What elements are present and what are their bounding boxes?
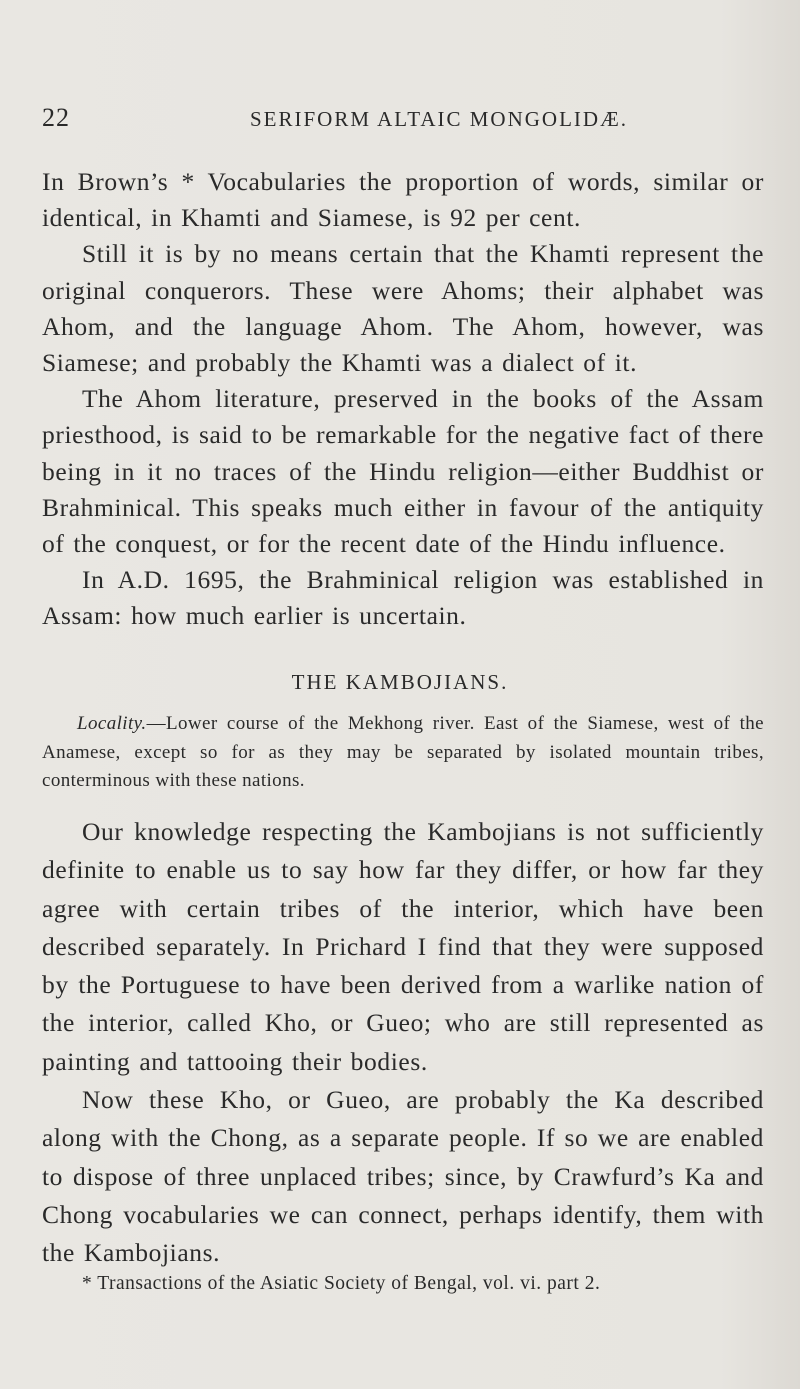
footnote-text: * Transactions of the Asiatic Society of Bengal, vol. vi. part 2. <box>82 1273 601 1294</box>
paragraph: Now these Kho, or Gueo, are probably the Ka described along with the Chong, as a separate people. If so we are enabled to dispose of three unplaced tribes; since, by Crawfurd’s Ka and Chong vocabularies we can connect, perhaps identify, them with the Kambojians. <box>42 1085 764 1268</box>
locality-label: Locality. <box>77 713 147 734</box>
running-head: SERIFORM ALTAIC MONGOLIDÆ. <box>250 107 628 131</box>
footnote <box>42 1271 764 1297</box>
section-heading: THE KAMBOJIANS. <box>291 670 509 694</box>
paragraph: Still it is by no means certain that the Khamti represent the original conquerors. These were Ahoms; their alphabet was Ahom, and the language Ahom. The Ahom, however, was Siamese; and probably the Khamti was a dialect of it. <box>42 239 764 378</box>
locality-text: —Lower course of the Mekhong river. East of the Siamese, west of the Anamese, except so for as they may be separated by isolated mountain tribes, conterminous with these nations. <box>42 713 764 791</box>
page-header <box>42 103 762 143</box>
main-text-top <box>42 164 764 635</box>
main-text-bottom <box>42 813 764 1273</box>
paragraph: In Brown’s * Vocabularies the proportion of words, similar or identical, in Khamti and Siamese, is 92 per cent. <box>42 167 764 233</box>
locality-note <box>42 710 764 796</box>
page-number: 22 <box>42 103 70 132</box>
paragraph: In A.D. 1695, the Brahminical religion was established in Assam: how much earlier is uncertain. <box>42 565 764 631</box>
paragraph: Our knowledge respecting the Kambojians is not sufficiently definite to enable us to say how far they differ, or how far they agree with certain tribes of the interior, which have been described separately. In Prichard I find that they were supposed by the Portuguese to have been derived from a warlike nation of the interior, called Kho, or Gueo; who are still represented as painting and tattooing their bodies. <box>42 817 764 1076</box>
paragraph: The Ahom literature, preserved in the books of the Assam priesthood, is said to be remarkable for the negative fact of there being in it no traces of the Hindu religion—either Buddhist or Brahminical. This speaks much either in favour of the antiquity of the conquest, or for the recent date of the Hindu influence. <box>42 384 764 559</box>
